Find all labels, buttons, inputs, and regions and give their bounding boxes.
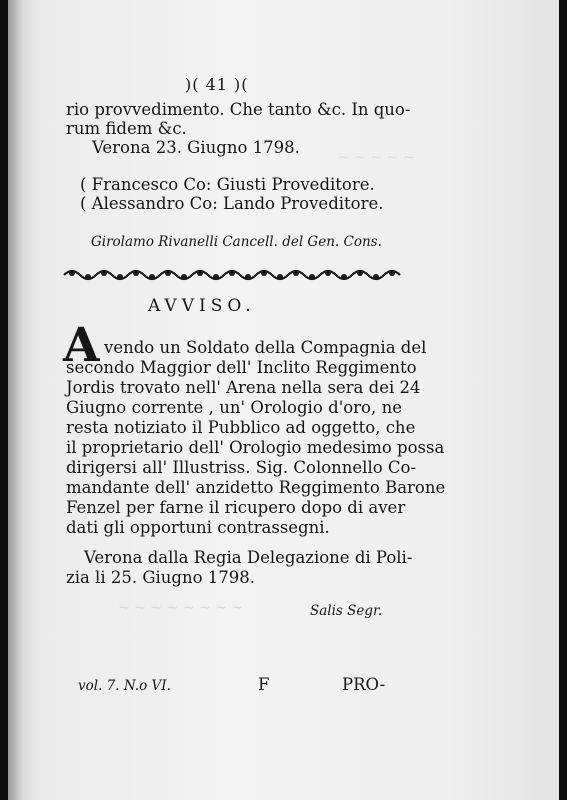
notice-line: Giugno corrente , un' Orologio d'oro, ne [66, 398, 402, 417]
closing-line: Verona dalla Regia Delegazione di Poli- [84, 548, 413, 567]
closing-line: zia li 25. Giugno 1798. [66, 568, 256, 587]
notice-last-line: dati gli opportuni contrassegni. [66, 518, 330, 537]
notice-first-line: vendo un Soldato della Compagnia del [104, 338, 427, 357]
chancellor-signature: Girolamo Rivanelli Cancell. del Gen. Cons. [91, 234, 382, 250]
secretary-signature: Salis Segr. [310, 603, 383, 619]
notice-line: secondo Maggior dell' Inclito Reggimento [66, 358, 417, 377]
signatory-line: ( Francesco Co: Giusti Proveditore. [80, 175, 375, 194]
date-line: Verona 23. Giugno 1798. [92, 138, 300, 157]
notice-line: Fenzel per farne il ricupero dopo di aver [66, 498, 406, 517]
text-line: rio provvedimento. Che tanto &c. In quo- [66, 100, 411, 119]
notice-line: mandante dell' anzidetto Reggimento Barone [66, 478, 446, 497]
show-through-text: ~ ~ ~ ~ ~ [338, 150, 415, 166]
show-through-text: ~ ~ ~ ~ ~ ~ ~ ~ [118, 600, 243, 616]
volume-marker: vol. 7. N.o VI. [78, 678, 171, 694]
notice-line: Jordis trovato nell' Arena nella sera dei 24 [66, 378, 421, 397]
catchword: PRO- [342, 675, 386, 694]
notice-line: dirigersi all' Illustriss. Sig. Colonnello Co- [66, 458, 417, 477]
notice-line: il proprietario dell' Orologio medesimo possa [66, 438, 445, 457]
page-binding-shadow [8, 0, 22, 800]
page-number: )( 41 )( [185, 75, 249, 94]
signature-mark: F [258, 675, 270, 694]
document-page [8, 0, 559, 800]
notice-line: resta notiziato il Pubblico ad oggetto, che [66, 418, 416, 437]
text-line: rum fidem &c. [66, 119, 187, 138]
drop-cap: A [63, 318, 100, 373]
signatory-line: ( Alessandro Co: Lando Proveditore. [80, 194, 384, 213]
ornamental-divider [60, 265, 412, 285]
notice-heading: AVVISO. [148, 296, 256, 316]
